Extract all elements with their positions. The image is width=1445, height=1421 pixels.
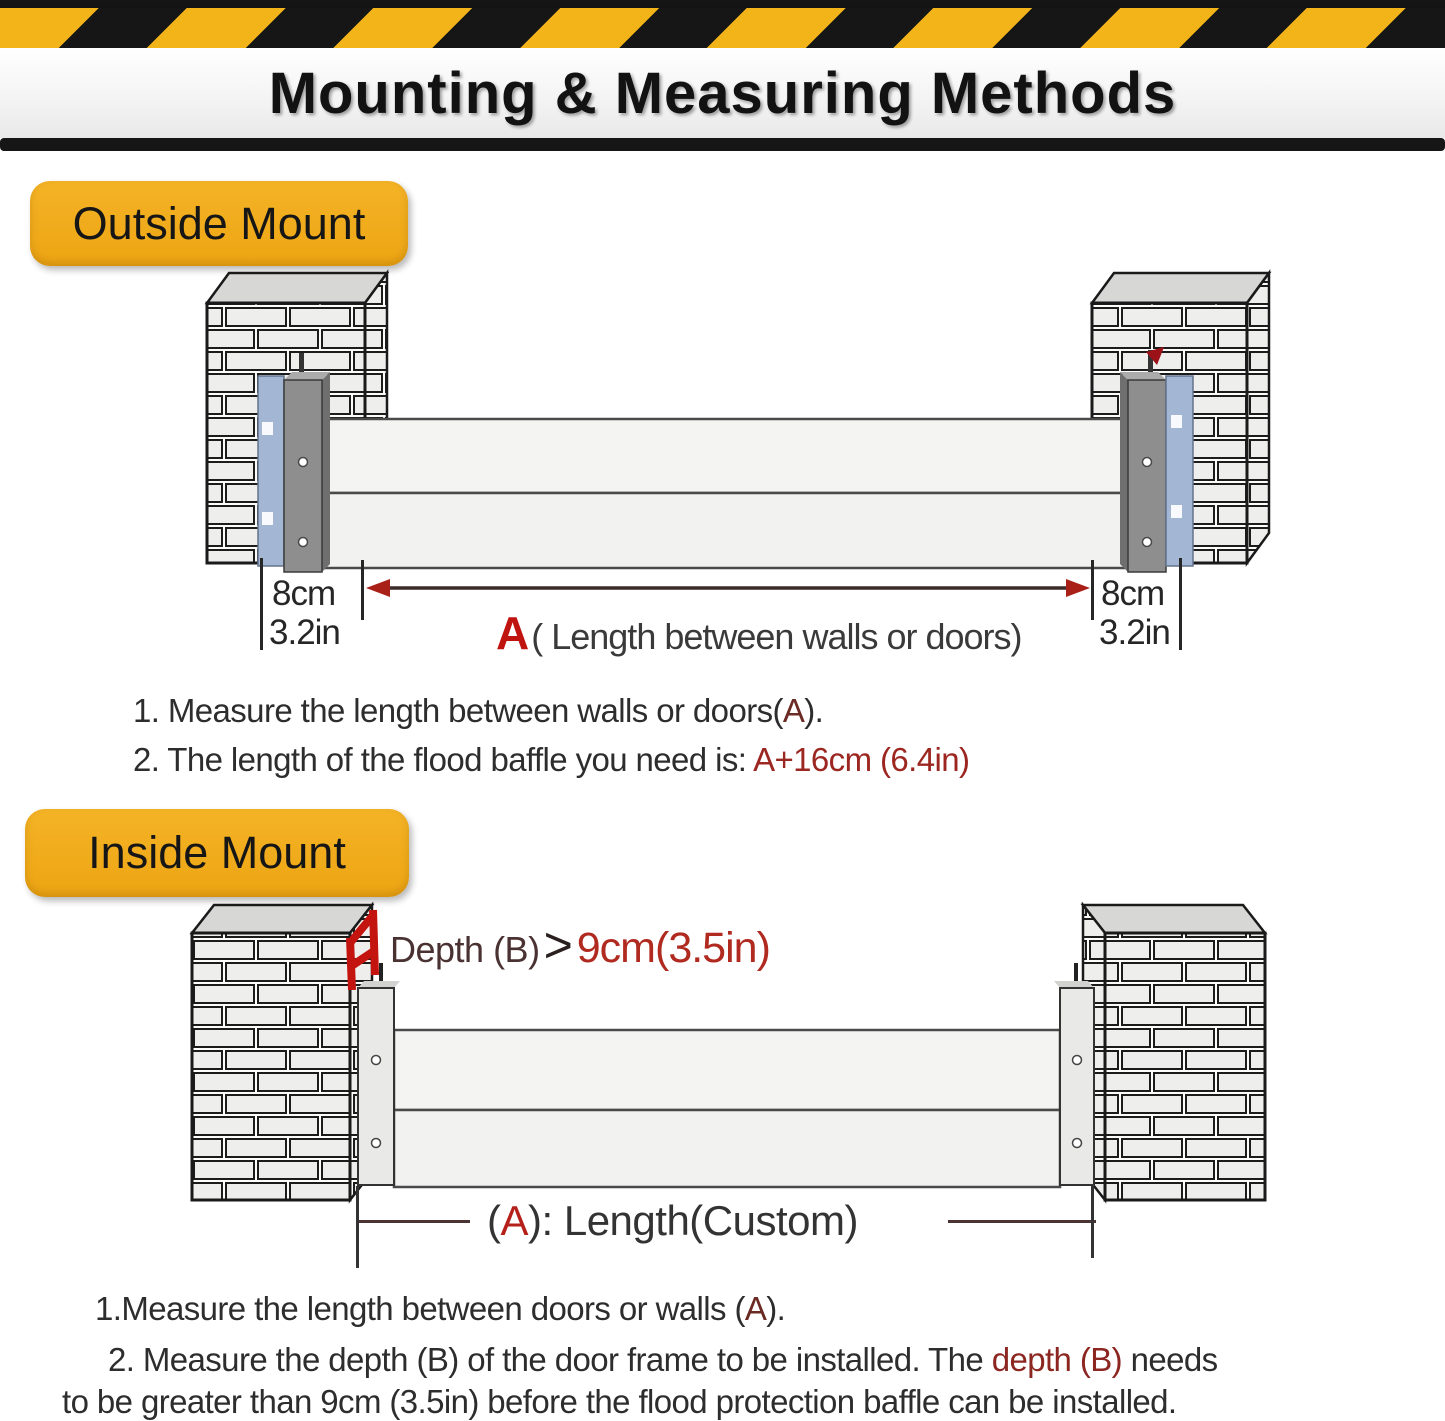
inside-step-1	[95, 1290, 785, 1328]
label-highlight: A	[500, 1197, 529, 1244]
hazard-stripes-icon	[0, 8, 1445, 48]
outside-step-1	[133, 692, 823, 730]
right-dim-in: 3.2in	[1099, 613, 1170, 652]
inside-mount-badge: Inside Mount	[25, 809, 409, 897]
right-dim-cm: 8cm	[1101, 574, 1165, 613]
depth-value: 9cm(3.5in)	[576, 924, 770, 972]
left-mount-channel	[358, 963, 400, 1185]
step-text: 1. Measure the length between walls or doors(	[133, 692, 783, 729]
inside-step-2-continued	[62, 1383, 1177, 1421]
label-text: ): Length(Custom)	[528, 1197, 858, 1244]
depth-b-label	[390, 916, 770, 974]
inside-step-2	[108, 1341, 1218, 1379]
banner-top-bar	[0, 0, 1445, 8]
length-rest: ( Length between walls or doors)	[531, 616, 1022, 657]
left-dim-in: 3.2in	[269, 613, 340, 652]
flood-barrier-panels	[394, 1030, 1060, 1187]
step-text: ).	[804, 692, 824, 729]
step-text: ).	[766, 1290, 786, 1327]
left-brick-pillar	[192, 905, 372, 1200]
step-text: 1.Measure the length between doors or walls (	[95, 1290, 745, 1327]
step-highlight: A	[782, 692, 805, 729]
outside-mount-badge: Outside Mount	[30, 181, 408, 266]
step-highlight: A+16cm (6.4in)	[753, 741, 970, 778]
right-brick-pillar	[1083, 905, 1265, 1200]
step-text: needs	[1122, 1341, 1218, 1378]
greater-than: >	[543, 917, 573, 973]
step-text: 2. The length of the flood baffle you need is:	[133, 741, 754, 778]
left-dim-cm: 8cm	[272, 574, 336, 613]
label-text: (	[487, 1197, 501, 1244]
right-mount-channel	[1054, 963, 1094, 1185]
length-between-walls-label	[496, 606, 1022, 660]
length-a: A	[496, 607, 530, 659]
outside-step-2	[133, 741, 969, 779]
step-text: 2. Measure the depth (B) of the door frame to be installed. The	[108, 1341, 992, 1378]
step-highlight: depth (B)	[991, 1341, 1123, 1378]
depth-text: Depth (B)	[390, 929, 540, 970]
flood-barrier-panels	[320, 419, 1130, 568]
page-title: Mounting & Measuring Methods	[268, 60, 1177, 126]
right-mount-bracket	[1120, 347, 1193, 572]
length-custom-label	[487, 1197, 858, 1245]
step-highlight: A	[744, 1290, 767, 1327]
left-mount-bracket	[258, 353, 330, 572]
banner-bottom-bar	[0, 138, 1445, 151]
title-band	[0, 48, 1445, 138]
step-text: to be greater than 9cm (3.5in) before the flood protection baffle can be installed.	[62, 1383, 1177, 1420]
